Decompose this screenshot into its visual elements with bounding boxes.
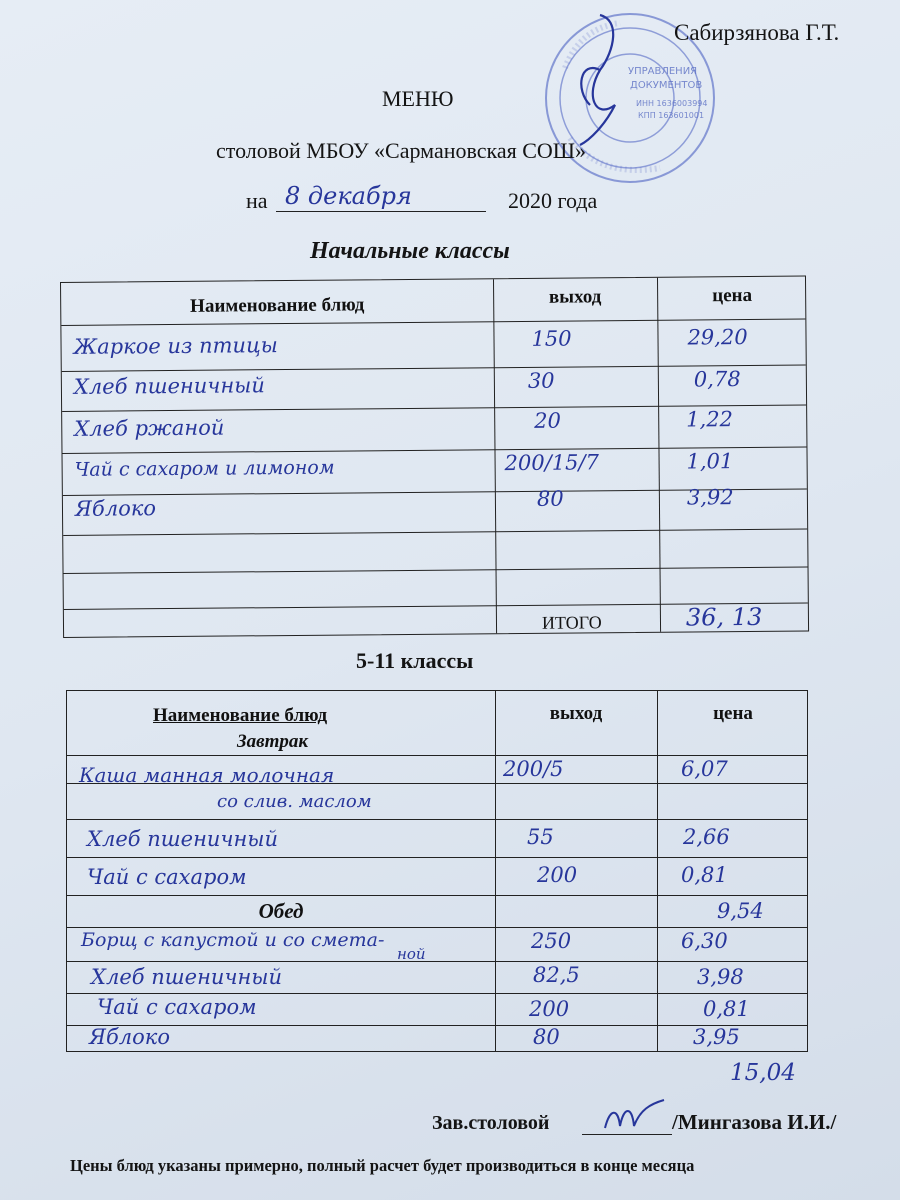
column-header-name: Наименование блюд [190,294,365,317]
dish-name: Хлеб пшеничный [87,827,278,851]
dish-price: 1,22 [686,407,734,432]
dish-price: 6,30 [681,929,728,953]
manager-name: /Мингазова И.И./ [672,1110,837,1134]
dish-name: Яблоко [89,1025,170,1049]
column-header-name: Наименование блюд [153,705,328,726]
dish-name: Хлеб пшеничный [91,965,282,989]
dish-name: Хлеб ржаной [74,415,225,441]
dish-price: 1,01 [686,449,734,474]
column-header-price: цена [712,284,753,307]
date-suffix: 2020 года [508,188,598,213]
dish-output: 30 [527,368,555,393]
manager-signature [600,1098,670,1138]
secondary-menu-table [66,690,808,1052]
dish-price: 3,98 [697,965,744,989]
primary-heading: Начальные классы [310,238,510,264]
dish-output: 20 [534,408,562,433]
lunch-label: Обед [258,899,304,923]
dish-output: 82,5 [533,963,580,987]
dish-output: 200 [529,997,570,1021]
director-signature [560,10,640,150]
dish-price: 3,95 [693,1025,740,1049]
dish-name-continued: со слив. маслом [217,791,372,812]
dish-name: Чай с сахаром [87,865,247,889]
dish-price: 0,81 [681,863,728,887]
dish-price: 2,66 [683,825,730,849]
dish-output: 55 [527,825,554,849]
stamp-line: УПРАВЛЕНИЯ [628,66,698,77]
dish-output: 200 [537,863,578,887]
stamp-line: КПП 163601001 [638,111,705,120]
column-header-price: цена [713,703,753,724]
dish-output: 80 [536,486,564,511]
date-underline [276,211,486,212]
signer-name: Сабирзянова Г.Т. [674,20,840,45]
breakfast-label: Завтрак [237,731,309,752]
dish-price: 0,81 [703,997,750,1021]
date-prefix: на [246,188,268,213]
date-handwritten: 8 декабря [285,182,412,210]
stamp-line: ДОКУМЕНТОВ [630,80,703,91]
column-header-output: выход [549,703,603,724]
dish-output: 80 [533,1025,560,1049]
dish-name: Жаркое из птицы [73,333,278,359]
dish-price: 29,20 [687,325,748,350]
dish-price: 6,07 [681,757,728,781]
total-label: ИТОГО [541,612,602,633]
dish-output: 200/5 [503,757,564,781]
price-note: Цены блюд указаны примерно, полный расчет будет производиться в конце месяца [70,1156,695,1175]
manager-label: Зав.столовой [432,1112,550,1134]
dish-output: 150 [531,326,572,351]
column-header-output: выход [548,286,602,308]
dish-name: Борщ с капустой и со смета- [81,929,385,951]
canteen-subtitle: столовой МБОУ «Сармановская СОШ» [216,138,586,163]
dish-name-continued: ной [397,945,426,963]
dish-name: Хлеб пшеничный [73,373,265,399]
total-value: 36, 13 [685,602,763,632]
dish-price: 0,78 [693,367,741,392]
dish-price: 3,92 [686,485,734,510]
stamp-line: ИНН 1636003994 [636,99,708,108]
dish-output: 250 [531,929,572,953]
dish-name: Яблоко [74,496,157,521]
dish-output: 200/15/7 [504,450,600,476]
dish-name: Чай с сахаром [97,995,257,1019]
dish-name: Чай с сахаром и лимоном [74,456,335,481]
primary-menu-table [60,275,809,637]
dish-name: Каша манная молочная [79,763,335,787]
lunch-total: 15,04 [730,1060,796,1086]
page-title: МЕНЮ [382,86,454,111]
breakfast-total: 9,54 [717,899,764,923]
secondary-heading: 5-11 классы [356,648,474,673]
